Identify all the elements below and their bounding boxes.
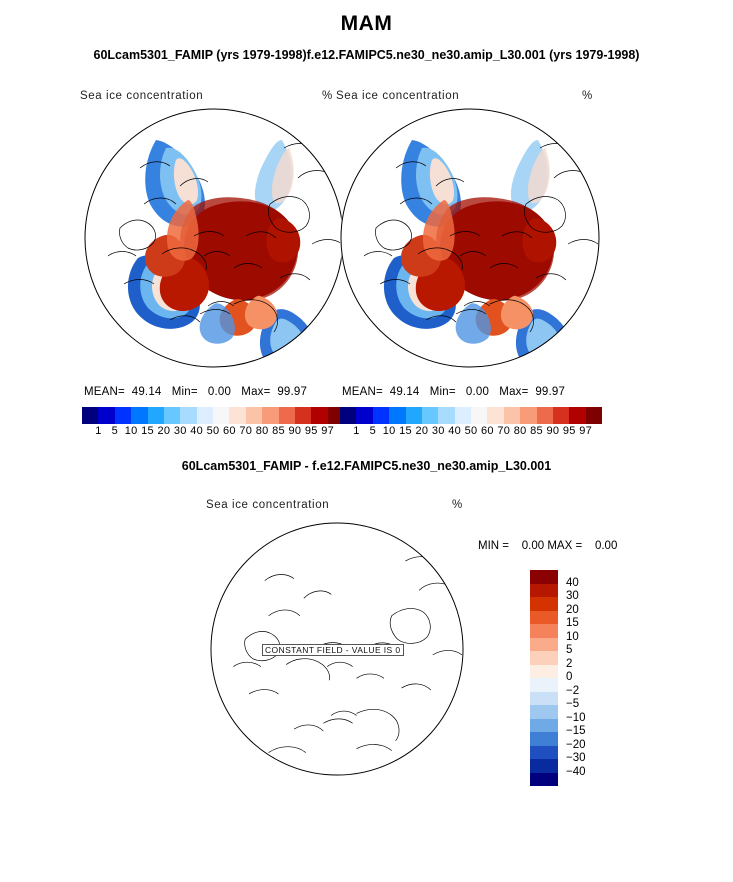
subtitle-left: 60Lcam5301_FAMIP (yrs 1979-1998) [93, 48, 307, 62]
colorbar-swatch [98, 407, 114, 424]
colorbar-swatch [311, 407, 327, 424]
constant-field-note: CONSTANT FIELD - VALUE IS 0 [262, 644, 404, 656]
colorbar-swatch [455, 407, 471, 424]
colorbar-tick-label: 15 [399, 425, 412, 437]
colorbar-tick-label: 85 [530, 425, 543, 437]
colorbar-tick-label: 50 [464, 425, 478, 437]
page-title: MAM [340, 12, 393, 35]
colorbar-tick-label: 60 [481, 425, 494, 437]
diff-field-label: Sea ice concentration [206, 499, 330, 511]
colorbar-tick-label: 20 [157, 425, 171, 437]
colorbar-swatch [530, 773, 558, 787]
colorbar-swatch [530, 597, 558, 611]
colorbar-tick-label: 20 [415, 425, 429, 437]
colorbar-swatch [530, 746, 558, 760]
colorbar-swatch [82, 407, 98, 424]
colorbar-tick-label: 50 [206, 425, 220, 437]
colorbar-tick-label: 40 [566, 576, 579, 589]
colorbar-tick-label: 97 [321, 425, 334, 437]
colorbar-swatch [530, 624, 558, 638]
colorbar-swatch [229, 407, 245, 424]
colorbar-tick-label: 10 [382, 425, 396, 437]
colorbar-swatch [213, 407, 229, 424]
colorbar-swatch [131, 407, 147, 424]
colorbar-swatch [530, 651, 558, 665]
colorbar-tick-label: 5 [566, 644, 573, 657]
colorbar-tick-label: 10 [124, 425, 138, 437]
colorbar-tick-label: −15 [566, 725, 586, 738]
colorbar-tick-label: −40 [566, 765, 586, 778]
colorbar-swatch [295, 407, 311, 424]
colorbar-tick-label: 30 [173, 425, 187, 437]
colorbar-tick-label: 40 [190, 425, 203, 437]
colorbar-tick-label: 5 [111, 425, 118, 437]
colorbar-swatch [586, 407, 602, 424]
colorbar-swatch [530, 692, 558, 706]
colorbar-tick-label: 1 [353, 425, 360, 437]
diff-panel-title: 60Lcam5301_FAMIP - f.e12.FAMIPC5.ne30_ne30.amip_L30.001 [181, 459, 552, 473]
panel1-colorbar [82, 407, 344, 424]
colorbar-swatch [471, 407, 487, 424]
panel2-colorbar-labels [340, 425, 602, 439]
panel1-colorbar-labels [82, 425, 344, 439]
colorbar-tick-label: 0 [566, 671, 573, 684]
colorbar-swatch [279, 407, 295, 424]
colorbar-tick-label: −10 [566, 711, 586, 724]
colorbar-tick-label: 2 [566, 657, 573, 670]
colorbar-tick-label: 20 [566, 603, 579, 616]
colorbar-swatch [504, 407, 520, 424]
colorbar-tick-label: 1 [95, 425, 102, 437]
colorbar-swatch [520, 407, 536, 424]
colorbar-swatch [340, 407, 356, 424]
colorbar-swatch [373, 407, 389, 424]
diff-minmax: MIN = 0.00 MAX = 0.00 [478, 540, 618, 552]
colorbar-tick-label: 85 [272, 425, 285, 437]
colorbar-tick-label: 95 [562, 425, 576, 437]
subtitle-row [0, 48, 733, 62]
map-panel-2 [340, 108, 600, 368]
colorbar-tick-label: 30 [431, 425, 445, 437]
colorbar-swatch [530, 759, 558, 773]
colorbar-swatch [530, 678, 558, 692]
colorbar-swatch [180, 407, 196, 424]
colorbar-tick-label: 10 [566, 630, 579, 643]
polar-map-2-svg [340, 108, 600, 368]
colorbar-tick-label: 5 [369, 425, 376, 437]
panel2-colorbar [340, 407, 602, 424]
colorbar-swatch [553, 407, 569, 424]
colorbar-tick-label: 95 [304, 425, 318, 437]
colorbar-swatch [262, 407, 278, 424]
colorbar-swatch [164, 407, 180, 424]
colorbar-tick-label: −30 [566, 752, 586, 765]
colorbar-swatch [530, 584, 558, 598]
panel2-units: % [582, 90, 593, 102]
colorbar-tick-label: 70 [239, 425, 253, 437]
colorbar-tick-label: −5 [566, 698, 580, 711]
colorbar-swatch [422, 407, 438, 424]
panel1-stats: MEAN= 49.14 Min= 0.00 Max= 99.97 [84, 386, 308, 398]
panel2-stats: MEAN= 49.14 Min= 0.00 Max= 99.97 [342, 386, 566, 398]
colorbar-swatch [530, 719, 558, 733]
subtitle-right: f.e12.FAMIPC5.ne30_ne30.amip_L30.001 (yrs 1979-1998) [306, 48, 640, 62]
panel2-field-label: Sea ice concentration [336, 90, 460, 102]
colorbar-swatch [115, 407, 131, 424]
colorbar-tick-label: 80 [513, 425, 527, 437]
colorbar-swatch [438, 407, 454, 424]
colorbar-tick-label: 15 [566, 617, 579, 630]
colorbar-swatch [406, 407, 422, 424]
panel1-units: % [322, 90, 333, 102]
colorbar-tick-label: 40 [448, 425, 461, 437]
colorbar-tick-label: 90 [546, 425, 560, 437]
colorbar-swatch [356, 407, 372, 424]
colorbar-swatch [389, 407, 405, 424]
colorbar-swatch [246, 407, 262, 424]
colorbar-swatch [197, 407, 213, 424]
colorbar-tick-label: 90 [288, 425, 302, 437]
colorbar-tick-label: 70 [497, 425, 511, 437]
panel1-field-label: Sea ice concentration [80, 90, 204, 102]
colorbar-swatch [530, 638, 558, 652]
colorbar-tick-label: 80 [255, 425, 269, 437]
colorbar-swatch [530, 665, 558, 679]
polar-map-1-svg [84, 108, 344, 368]
colorbar-swatch [530, 705, 558, 719]
map-panel-1 [84, 108, 344, 368]
colorbar-tick-label: 60 [223, 425, 236, 437]
colorbar-tick-label: −20 [566, 738, 586, 751]
colorbar-swatch [537, 407, 553, 424]
colorbar-swatch [530, 732, 558, 746]
colorbar-swatch [569, 407, 585, 424]
colorbar-swatch [530, 570, 558, 584]
colorbar-swatch [530, 611, 558, 625]
colorbar-swatch [148, 407, 164, 424]
colorbar-tick-label: 15 [141, 425, 154, 437]
colorbar-tick-label: −2 [566, 684, 580, 697]
colorbar-tick-label: 97 [579, 425, 592, 437]
colorbar-tick-label: 30 [566, 590, 579, 603]
diff-units: % [452, 499, 463, 511]
colorbar-swatch [487, 407, 503, 424]
